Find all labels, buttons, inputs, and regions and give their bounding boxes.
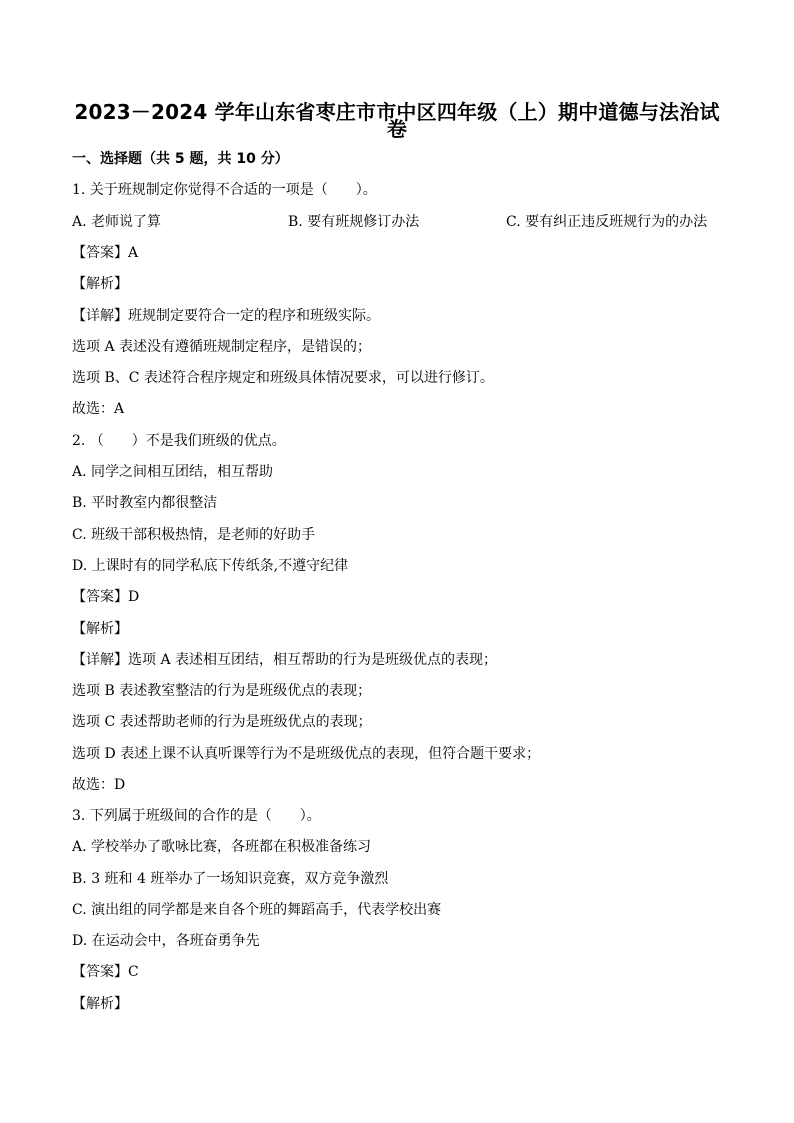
question-3-stem: 3. 下列属于班级间的合作的是（ ）。	[72, 808, 321, 824]
question-3-option-b: B. 3 班和 4 班举办了一场知识竞赛，双方竞争激烈	[72, 871, 389, 887]
question-3-answer: 【答案】C	[72, 964, 139, 980]
document-title-line-1: 2023－2024 学年山东省枣庄市市中区四年级（上）期中道德与法治试	[74, 100, 720, 124]
question-1-detail-line: 选项 A 表述没有遵循班规制定程序，是错误的；	[72, 339, 372, 355]
question-3-option-d: D. 在运动会中，各班奋勇争先	[72, 933, 260, 949]
question-1-stem: 1. 关于班规制定你觉得不合适的一项是（ ）。	[72, 182, 377, 198]
section-heading-choice: 一、选择题（共 5 题，共 10 分）	[72, 151, 289, 167]
question-1-answer: 【答案】A	[72, 245, 139, 261]
question-2-conclusion: 故选：D	[72, 777, 126, 793]
question-2-option-d: D. 上课时有的同学私底下传纸条,不遵守纪律	[72, 558, 349, 574]
question-2-option-c: C. 班级干部积极热情，是老师的好助手	[72, 527, 316, 543]
question-2-detail-line: 【详解】选项 A 表述相互团结，相互帮助的行为是班级优点的表现；	[72, 652, 498, 668]
question-2-option-a: A. 同学之间相互团结，相互帮助	[72, 464, 274, 480]
question-1-option-a: A. 老师说了算	[72, 214, 162, 230]
question-1-analysis-label: 【解析】	[72, 276, 128, 292]
question-2-detail-line: 选项 D 表述上课不认真听课等行为不是班级优点的表现，但符合题干要求；	[72, 746, 541, 762]
document-title-line-2: 卷	[386, 117, 408, 141]
question-1-detail-line: 选项 B、C 表述符合程序规定和班级具体情况要求，可以进行修订。	[72, 370, 494, 386]
question-2-detail-line: 选项 B 表述教室整洁的行为是班级优点的表现；	[72, 683, 372, 699]
question-2-stem: 2. （ ）不是我们班级的优点。	[72, 433, 286, 449]
question-3-analysis-label: 【解析】	[72, 996, 128, 1012]
question-2-option-b: B. 平时教室内都很整洁	[72, 495, 218, 511]
question-1-option-c: C. 要有纠正违反班规行为的办法	[506, 214, 708, 230]
question-3-option-a: A. 学校举办了歌咏比赛，各班都在积极准备练习	[72, 839, 372, 855]
question-3-option-c: C. 演出组的同学都是来自各个班的舞蹈高手，代表学校出赛	[72, 902, 442, 918]
question-2-answer: 【答案】D	[72, 589, 140, 605]
question-2-detail-line: 选项 C 表述帮助老师的行为是班级优点的表现；	[72, 714, 372, 730]
question-1-option-b: B. 要有班规修订办法	[288, 214, 420, 230]
question-2-analysis-label: 【解析】	[72, 621, 128, 637]
question-1-detail-line: 【详解】班规制定要符合一定的程序和班级实际。	[72, 308, 380, 324]
question-1-conclusion: 故选：A	[72, 401, 125, 417]
